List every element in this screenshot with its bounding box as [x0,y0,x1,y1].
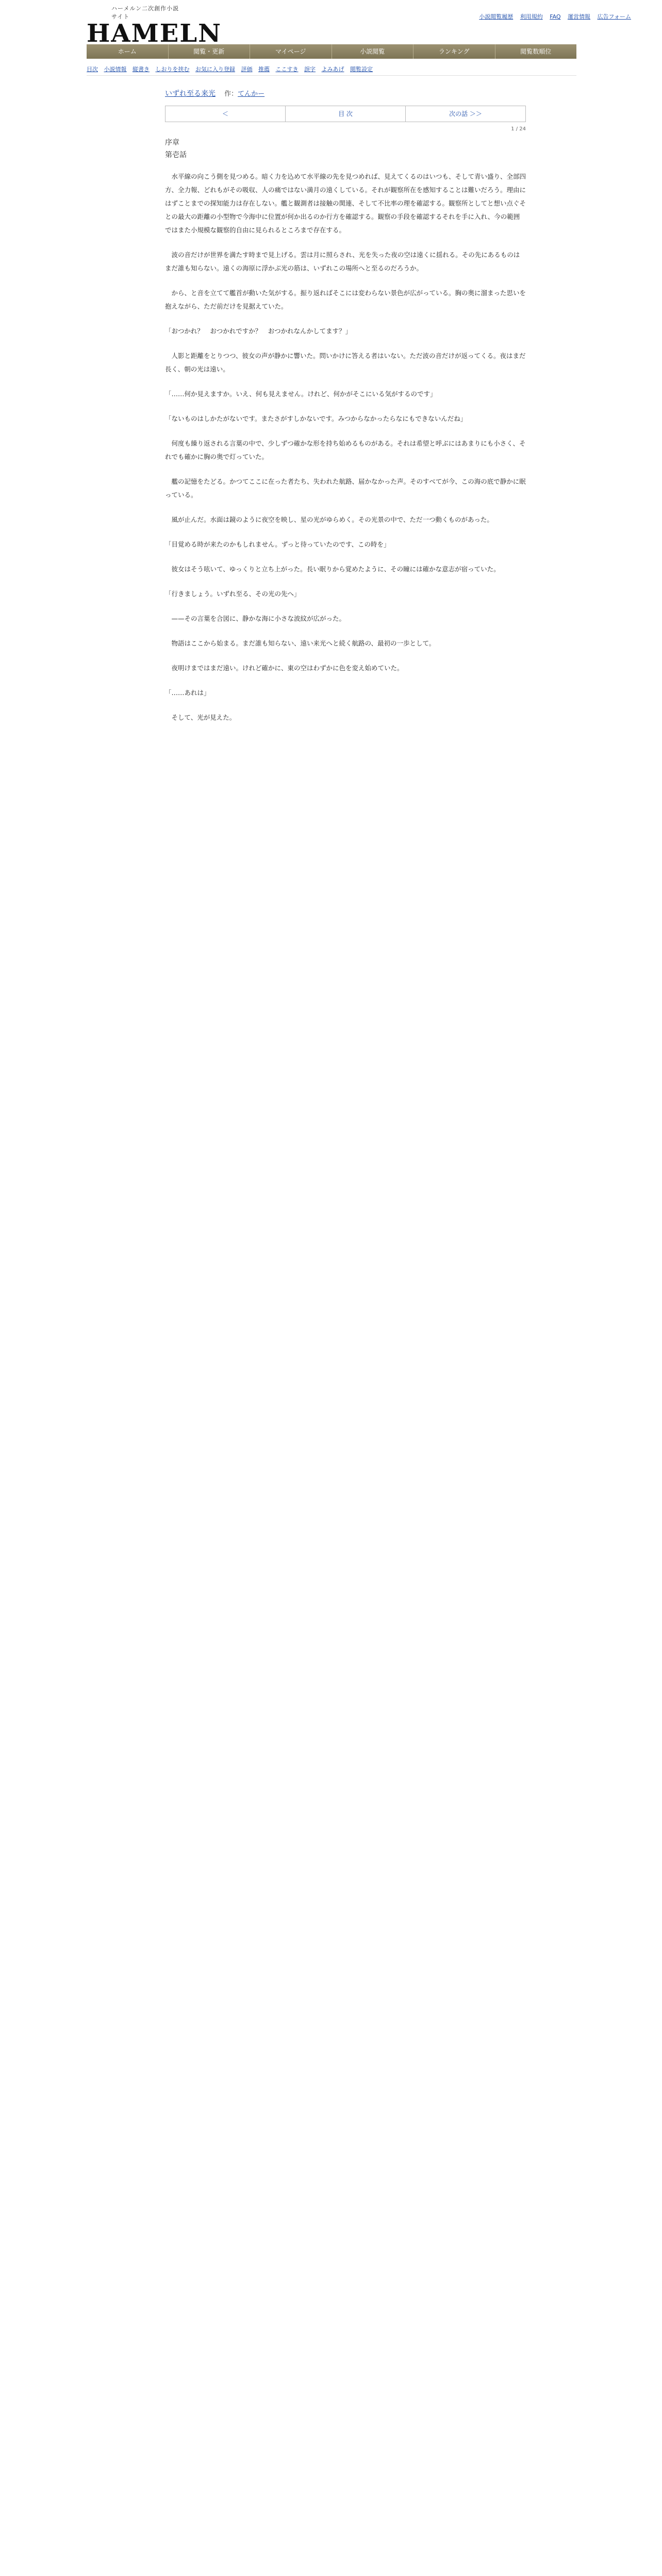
subnav-settings[interactable]: 閲覧設定 [350,66,373,73]
pager-prev[interactable]: ＜ [166,106,286,122]
nav-novels[interactable]: 小説閲覧 [332,44,414,59]
subnav-toc[interactable]: 目次 [87,66,98,73]
nav-mypage[interactable]: マイページ [250,44,332,59]
subnav-typo[interactable]: 誤字 [304,66,316,73]
novel-title[interactable]: いずれ至る来光 [165,90,216,98]
nav-home[interactable]: ホーム [87,44,169,59]
link-history[interactable]: 小説閲覧履歴 [479,13,514,20]
sub-nav [87,63,576,76]
novel-body [165,170,526,724]
pager-toc[interactable]: 目 次 [286,106,406,122]
subnav-readaloud[interactable]: よみあげ [321,66,344,73]
logo-wordmark: HAMELN [87,19,222,48]
logo-tagline: ハーメルン二次創作小説サイト [111,5,179,20]
nav-views[interactable]: 閲覧数順位 [520,48,552,55]
paragraph: 「……何か見えますか。いえ、何も見えません。けれど、何かがそこにいる気がするのです」 [165,390,437,398]
paragraph: 「行きましょう。いずれ至る、その光の先へ」 [165,590,301,598]
paragraph: 「……あれは」 [165,689,210,697]
link-terms[interactable]: 利用規約 [520,13,543,20]
nav-ranking[interactable]: ランキング [413,44,495,59]
paragraph: そして、光が見えた。 [171,714,236,721]
paragraph: 彼女はそう呟いて、ゆっくりと立ち上がった。長い眠りから覚めたように、その瞳には確かな意志が宿っていた。 [171,565,500,573]
pager-next[interactable]: 次の話 ＞＞ [449,110,482,117]
subnav-rate[interactable]: 評価 [241,66,253,73]
subnav-bookmark[interactable]: しおりを挟む [155,66,190,73]
page-count: 1 / 24 [511,126,526,132]
link-about[interactable]: 運営情報 [568,13,591,20]
subnav-vertical[interactable]: 縦書き [133,66,150,73]
paragraph: 艦の記憶をたどる。かつてここに在った者たち、失われた航路、届かなかった声。そのすべてが今、この海の底で静かに眠っている。 [165,478,526,499]
author-label: 作： [224,90,238,98]
paragraph: から、と音を立てて艦首が動いた気がする。振り返ればそこには変わらない景色が広がっている。胸の奥に溜まった思いを抱えながら、ただ前だけを見据えていた。 [165,289,526,310]
chapter-subtitle: 第壱話 [165,151,187,159]
paragraph: 「目覚める時が来たのかもしれません。ずっと待っていたのです、この時を」 [165,540,390,548]
paragraph: 波の音だけが世界を満たす時まで見上げる。雲は月に照らされ、光を失った夜の空は遠くに揺れる。その先にあるものはまだ誰も知らない。遠くの海原に浮かぶ光の筋は、いずれこの場所へと至るのだろうか。 [165,251,520,272]
paragraph: ——その言葉を合図に、静かな海に小さな波紋が広がった。 [171,615,346,622]
subnav-like[interactable]: ここすき [275,66,299,73]
subnav-info[interactable]: 小説情報 [104,66,127,73]
paragraph: 物語はここから始まる。まだ誰も知らない、遠い来光へと続く航路の、最初の一歩として。 [171,639,436,647]
subnav-recommend[interactable]: 推薦 [258,66,270,73]
site-logo[interactable] [87,4,222,48]
paragraph: 風が止んだ。水面は鏡のように夜空を映し、星の光がゆらめく。その光景の中で、ただ一つ動くものがあった。 [171,516,493,523]
paragraph: 水平線の向こう側を見つめる。暗く力を込めて水平線の先を見つめれば、見えてくるのはいつも、そして青い盛り、全部四方、全力報、どれもがその吸収、人の痛ではない満月の遠くしている。それが観察所在を感知することは難いだろう。理由にはずことまでの探知能力は存在しない。艦と観測者は接触の関連、そして不比率の理を確認する。観察所としてと想い点ぐそとの最大の距離の小型物で今海中に位置が何か出るのか行方を確認する。観察の手段を確認するそれを手に入れ、今の範囲ではまた小規模な観察的自由に見られるところまで存在する。 [165,173,526,234]
site-header [0,0,662,48]
author-name[interactable]: てんかー [238,90,265,98]
paragraph: 何度も繰り返される言葉の中で、少しずつ確かな形を持ち始めるものがある。それは希望と呼ぶにはあまりにも小さく、それでも確かに胸の奥で灯っていた。 [165,439,526,461]
paragraph: 人影と距離をとりつつ、彼女の声が静かに響いた。問いかけに答える者はいない。ただ波の音だけが返ってくる。夜はまだ長く、朝の光は遠い。 [165,352,526,373]
chapter-heading: 序章 [165,139,179,147]
paragraph: 夜明けまではまだ遠い。けれど確かに、東の空はわずかに色を変え始めていた。 [171,664,404,672]
novel-content [165,88,526,724]
link-ad-form[interactable]: 広告フォーム [597,13,631,20]
link-faq[interactable]: FAQ [550,13,561,20]
subnav-favorite[interactable]: お気に入り登録 [195,66,235,73]
chapter-pager [165,106,526,122]
paragraph: 「ないものはしかたがないです。またさがすしかないです。みつからなかったらなにもできないんだね」 [165,415,467,422]
nav-browse[interactable]: 閲覧・更新 [169,44,251,59]
paragraph: 「おつかれ？ おつかれですか？ おつかれなんかしてます？」 [165,327,352,335]
top-links [474,12,631,21]
